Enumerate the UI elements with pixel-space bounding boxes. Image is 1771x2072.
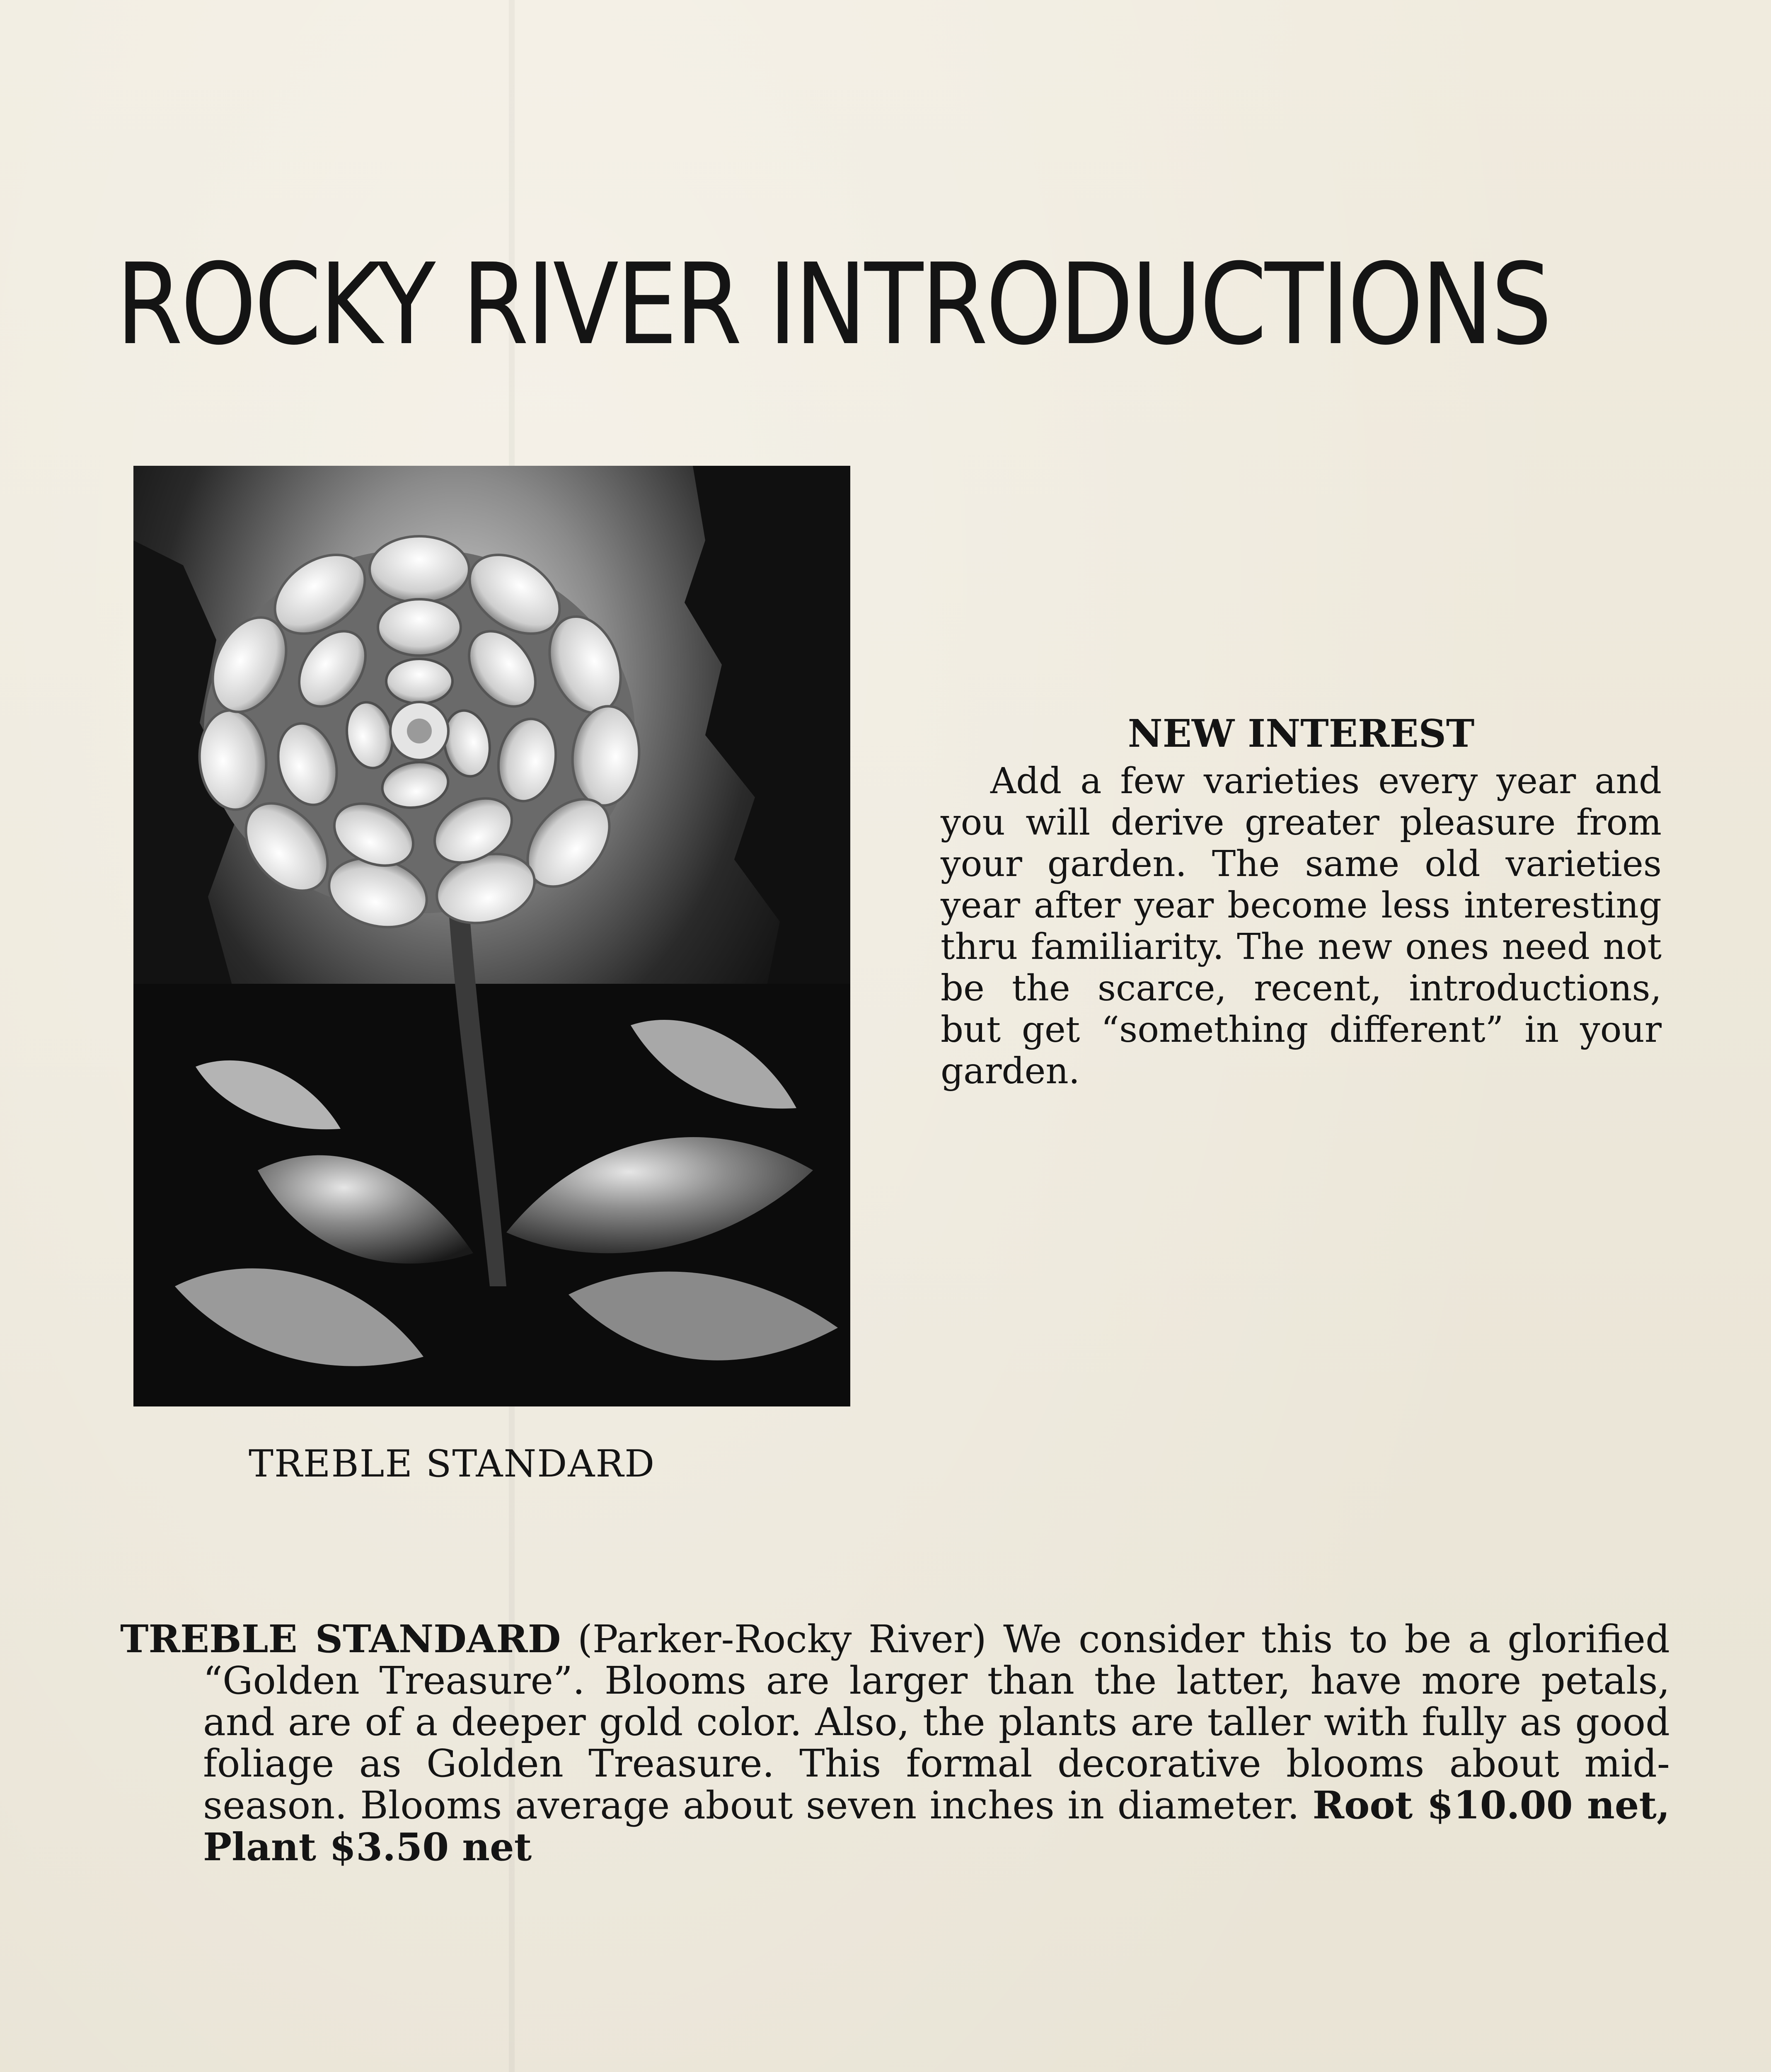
new-interest-text: Add a few varieties every year and you will derive greater pleasure from your garden. The same old varieties year after year become less interesting thru familiarity. The new ones need not be the scarce, recent, introductions, but get “something different” in your garden. <box>941 760 1662 1092</box>
variety-description: (Parker-Rocky River) We consider this to be a glorified “Golden Treasure”. Blooms are larger than the latter, have more petals, and are of a deeper gold color. Also, the plants are taller with fully as good foliage as Golden Treasure. This formal decorative blooms about mid-season. Blooms average about seven inches in diameter. <box>203 1617 1670 1828</box>
new-interest-heading: NEW INTEREST <box>1127 711 1475 756</box>
dahlia-flower-image <box>133 466 850 1406</box>
treble-standard-entry <box>120 1618 1670 1868</box>
new-interest-section <box>941 713 1662 1092</box>
variety-price: Root $10.00 net, Plant $3.50 net <box>203 1783 1670 1869</box>
page-title: ROCKY RIVER INTRODUCTIONS <box>116 239 1550 370</box>
dahlia-photo <box>133 466 850 1406</box>
variety-name: TREBLE STANDARD <box>120 1617 561 1661</box>
photo-caption: TREBLE STANDARD <box>249 1442 656 1486</box>
